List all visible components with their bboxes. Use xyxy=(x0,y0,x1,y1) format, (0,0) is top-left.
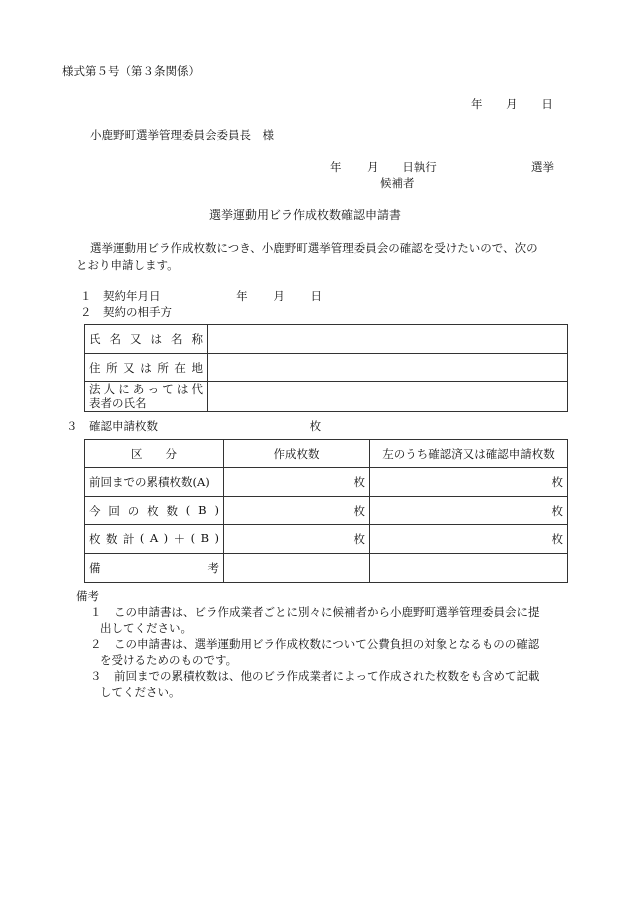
date-year: 年 xyxy=(471,97,483,111)
item-1-label: １ 契約年月日 xyxy=(80,289,161,303)
note-3-line-2: してください。 xyxy=(100,685,181,699)
addressee: 小鹿野町選挙管理委員会委員長 様 xyxy=(90,128,274,142)
item-1-contract-date xyxy=(80,289,322,303)
note-3-number: ３ xyxy=(90,669,102,683)
representative-label-line-2: 表者の氏名 xyxy=(89,395,147,410)
note-1-line-1: この申請書は、ビラ作成業者ごとに別々に候補者から小鹿野町選挙管理委員会に提 xyxy=(114,605,540,619)
count-table xyxy=(84,439,568,583)
election-year: 年 xyxy=(330,160,342,174)
item-1-month: 月 xyxy=(273,289,285,303)
party-name-label-cell xyxy=(85,325,208,354)
header-category: 区 分 xyxy=(85,440,224,468)
form-label: 様式第５号（第３条関係） xyxy=(62,64,200,78)
row-total-label: 枚 数 計 ( A ) ＋ ( B ) xyxy=(89,531,219,546)
item-3-count xyxy=(66,419,321,433)
document-title: 選挙運動用ビラ作成枚数確認申請書 xyxy=(209,208,402,222)
candidate-label: 候補者 xyxy=(380,176,415,190)
party-address-label-cell xyxy=(85,354,208,382)
item-2-label: ２ 契約の相手方 xyxy=(80,305,172,319)
intro-line-1: 選挙運動用ビラ作成枚数につき、小鹿野町選挙管理委員会の確認を受けたいので、次の xyxy=(90,241,538,255)
note-3-line-1: 前回までの累積枚数は、他のビラ作成業者によって作成された枚数をも含めて記載 xyxy=(114,669,540,683)
row-current-label-cell xyxy=(85,497,224,525)
party-address-value[interactable] xyxy=(208,354,568,382)
representative-value[interactable] xyxy=(208,382,568,412)
row-current-made[interactable]: 枚 xyxy=(224,497,370,525)
note-2-number: ２ xyxy=(90,637,102,651)
notes-title: 備考 xyxy=(76,589,99,603)
note-2-line-1: この申請書は、選挙運動用ビラ作成枚数について公費負担の対象となるものの確認 xyxy=(114,637,540,651)
item-3-label: ３ 確認申請枚数 xyxy=(66,419,158,433)
row-remarks-label: 備 考 xyxy=(89,561,219,575)
party-name-label: 氏 名 又 は 名 称 xyxy=(89,332,203,346)
party-address-label: 住 所 又 は 所 在 地 xyxy=(89,360,203,375)
note-1-number: １ xyxy=(90,605,102,619)
row-cumulative-made[interactable]: 枚 xyxy=(224,468,370,497)
representative-label-cell xyxy=(85,382,208,412)
row-remarks-confirmed[interactable] xyxy=(370,554,568,583)
date-day: 日 xyxy=(541,97,553,111)
row-total-confirmed[interactable]: 枚 xyxy=(370,525,568,554)
item-1-year: 年 xyxy=(236,289,248,303)
row-remarks-made[interactable] xyxy=(224,554,370,583)
intro-line-2: とおり申請します。 xyxy=(76,258,179,272)
date-month: 月 xyxy=(506,97,518,111)
row-current-label: 今 回 の 枚 数 ( B ) xyxy=(89,502,219,518)
row-remarks-label-cell xyxy=(85,554,224,583)
row-total-label-cell xyxy=(85,525,224,554)
row-cumulative-confirmed[interactable]: 枚 xyxy=(370,468,568,497)
row-total-made[interactable]: 枚 xyxy=(224,525,370,554)
header-confirmed: 左のうち確認済又は確認申請枚数 xyxy=(370,440,568,468)
date-line xyxy=(471,97,553,111)
election-month: 月 xyxy=(367,160,379,174)
note-1-line-2: 出してください。 xyxy=(100,621,192,635)
party-name-value[interactable] xyxy=(208,325,568,354)
contract-party-table xyxy=(84,324,568,412)
representative-label-line-1: 法 人 に あ っ て は 代 xyxy=(89,381,203,396)
row-current-confirmed[interactable]: 枚 xyxy=(370,497,568,525)
item-3-unit: 枚 xyxy=(309,419,322,433)
election-day-exec: 日執行 xyxy=(402,160,437,174)
row-cumulative-label: 前回までの累積枚数(A) xyxy=(85,468,224,497)
item-1-day: 日 xyxy=(310,289,322,303)
election-label: 選挙 xyxy=(531,160,554,174)
header-made: 作成枚数 xyxy=(224,440,370,468)
election-line xyxy=(330,160,437,174)
note-2-line-2: を受けるためのものです。 xyxy=(100,653,238,667)
